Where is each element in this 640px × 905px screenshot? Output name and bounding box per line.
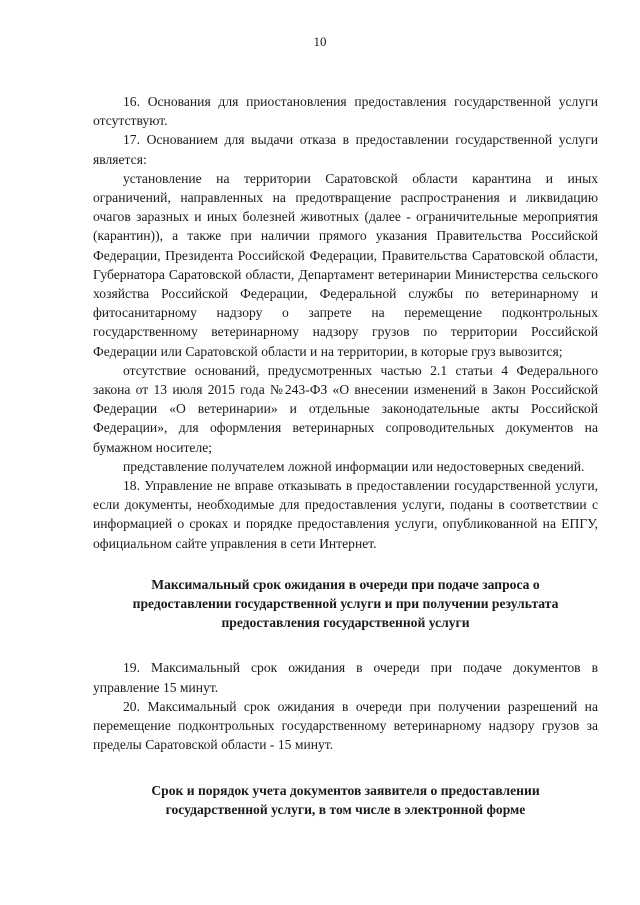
paragraph-19: 19. Максимальный срок ожидания в очереди при подаче документов в управление 15 минут.: [93, 660, 598, 695]
paragraph-20: 20. Максимальный срок ожидания в очереди при получении разрешений на перемещение подконтрольных государственному ветеринарному надзору грузов за пределы Саратовской области - 15 минут.: [93, 698, 598, 753]
section-heading-waiting-time: Максимальный срок ожидания в очереди при подаче запроса о предоставлении государственной услуги и при получении результата предоставления государственной услуги: [132, 576, 559, 631]
page-number: 10: [313, 34, 327, 49]
paragraph-17-quarantine: установление на территории Саратовской области карантина и иных ограничений, направленных на предотвращение распространения и ликвидацию очагов заразных и иных болезней животных (далее - ограничительные мероприятия (карантин)), а также при наличии прямого указания Правительства Российской Федерации, Президента Российской Федерации, Правительства Саратовской области, Губернатора Саратовской области, Департамент ветеринарии Министерства сельского хозяйства Российской Федерации, Федеральной службы по ветеринарному и фитосанитарному надзору о запрете на перемещение подконтрольных государственному ветеринарному надзору грузов по территории Российской Федерации или Саратовской области и на территории, в которые груз вывозится;: [93, 170, 598, 359]
section-heading-document-registration: Срок и порядок учета документов заявителя о предоставлении государственной услуги, в том числе в электронной форме: [151, 782, 540, 817]
document-body: [93, 92, 598, 819]
paragraph-17-false-info: представление получателем ложной информации или недостоверных сведений.: [123, 458, 585, 474]
paragraph-18: 18. Управление не вправе отказывать в предоставлении государственной услуги, если документы, необходимые для предоставления услуги, поданы в соответствии с информацией о сроках и порядке предоставления услуги, опубликованной на ЕПГУ, официальном сайте управления в сети Интернет.: [93, 478, 598, 551]
paragraph-17-no-grounds: отсутствие оснований, предусмотренных частью 2.1 статьи 4 Федерального закона от 13 июля 2015 года №243-ФЗ «О внесении изменений в Закон Российской Федерации «О ветеринарии» и отдельные законодательные акты Российской Федерации», для оформления ветеринарных сопроводительных документов на бумажном носителе;: [93, 362, 598, 455]
paragraph-16: 16. Основания для приостановления предоставления государственной услуги отсутствуют.: [93, 94, 598, 129]
paragraph-17: 17. Основанием для выдачи отказа в предоставлении государственной услуги является:: [93, 132, 598, 167]
